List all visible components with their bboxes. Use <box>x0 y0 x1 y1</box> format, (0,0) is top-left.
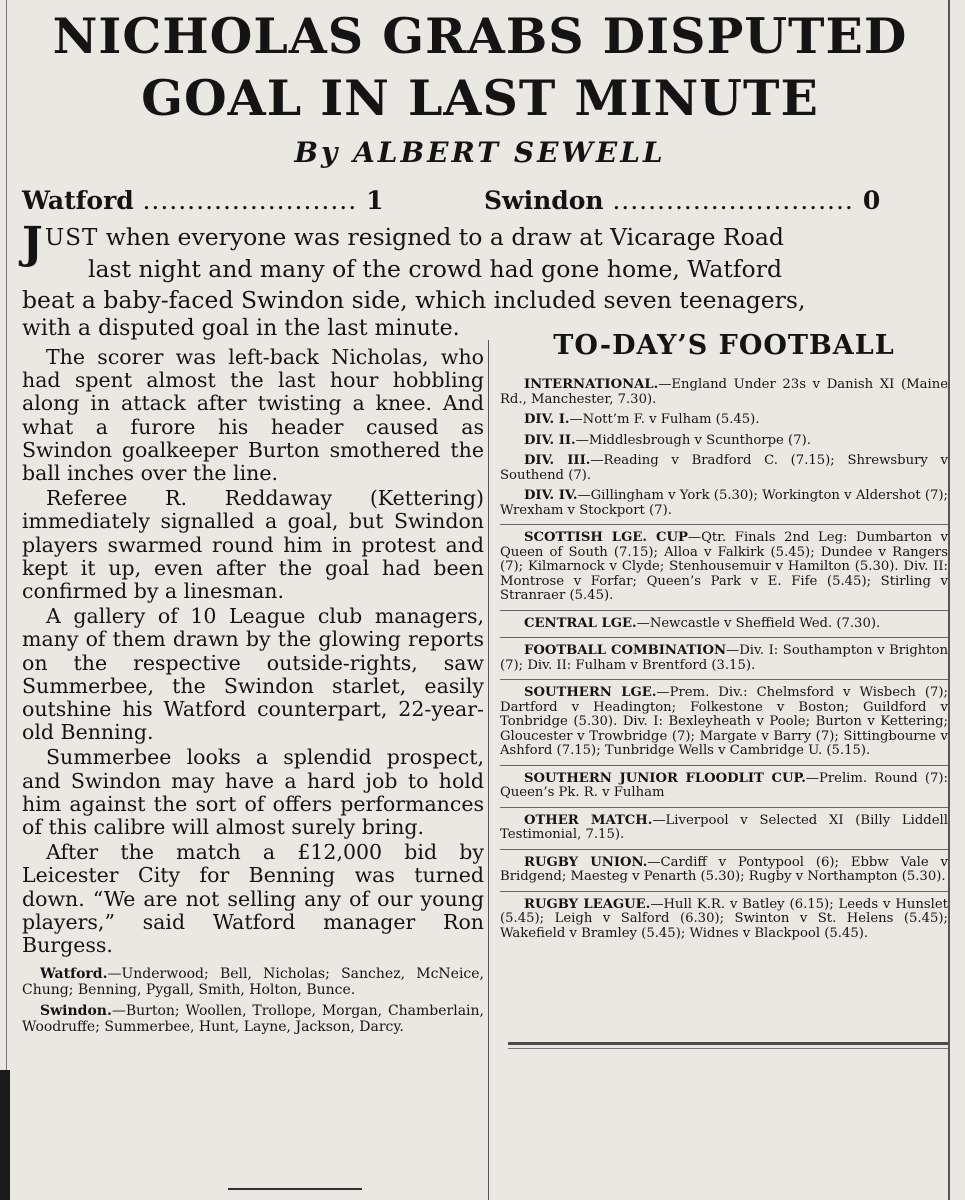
headline-line-1: NICHOLAS GRABS DISPUTED <box>52 7 908 65</box>
leader-dots: ........................... <box>612 186 863 215</box>
report-paragraph: A gallery of 10 League club managers, many of them drawn by the glowing reports on the respective outside-rights, saw Summerbee, the Swindon starlet, easily outshine his Watford counterpart, 22-year-old Benning. <box>22 604 484 745</box>
fixture-divider <box>500 849 948 850</box>
fixture-item: INTERNATIONAL.—England Under 23s v Danish XI (Maine Rd., Manchester, 7.30). <box>500 377 948 407</box>
fixtures-end-rule-thin <box>508 1048 948 1049</box>
byline: By ALBERT SEWELL <box>294 136 666 169</box>
score-home <box>22 186 384 215</box>
watford-lineup: Watford.—Underwood; Bell, Nicholas; Sanchez, McNeice, Chung; Benning, Pygall, Smith, Holton, Bunce. <box>22 966 484 998</box>
fixture-item: SOUTHERN LGE.—Prem. Div.: Chelmsford v Wisbech (7); Dartford v Headington; Folkestone v Boston; Guildford v Tonbridge (5.30). Div. I: Bexleyheath v Poole; Burton v Kettering; Gloucester v Trowbridge (7); Margate v Barry (7); Sittingbourne v Ashford (7.15); Tunbridge Wells v Cambridge U. (5.15). <box>500 685 948 758</box>
headline-line-2: GOAL IN LAST MINUTE <box>141 69 819 127</box>
fixture-divider <box>500 524 948 525</box>
fixture-item: FOOTBALL COMBINATION—Div. I: Southampton v Brighton (7); Div. II: Fulham v Brentford (3.15). <box>500 643 948 673</box>
fixture-divider <box>500 679 948 680</box>
swindon-lineup: Swindon.—Burton; Woollen, Trollope, Morgan, Chamberlain, Woodruffe; Summerbee, Hunt, Layne, Jackson, Darcy. <box>22 1003 484 1035</box>
left-column-rule <box>6 0 7 1200</box>
todays-football-column <box>500 326 948 947</box>
fixtures-title: TO-DAY’S FOOTBALL <box>553 330 895 361</box>
report-paragraph: Referee R. Reddaway (Kettering) immediately signalled a goal, but Swindon players swarmed round him in protest and kept it up, even after the goal had been confirmed by a linesman. <box>22 486 484 604</box>
home-goals: 1 <box>366 186 384 215</box>
home-team: Watford <box>22 186 134 215</box>
lead-paragraph <box>22 218 942 316</box>
fixture-item: SOUTHERN JUNIOR FLOODLIT CUP.—Prelim. Round (7): Queen’s Pk. R. v Fulham <box>500 770 948 800</box>
report-column <box>22 315 484 1035</box>
fixture-divider <box>500 637 948 638</box>
fixture-divider <box>500 765 948 766</box>
report-paragraph: The scorer was left-back Nicholas, who had spent almost the last hour hobbling along in attack after twisting a knee. And what a furore his header caused as Swindon goalkeeper Burton smothered the ball inches over the line. <box>22 345 484 486</box>
score-away <box>484 186 880 215</box>
fixtures-end-rule <box>508 1042 948 1045</box>
fixture-item: RUGBY UNION.—Cardiff v Pontypool (6); Ebbw Vale v Bridgend; Maesteg v Penarth (5.30); Rugby v Northampton (5.30). <box>500 854 949 884</box>
fixture-item: DIV. IV.—Gillingham v York (5.30); Workington v Aldershot (7); Wrexham v Stockport (7). <box>500 488 948 518</box>
column-divider <box>488 340 489 1200</box>
fixture-item: SCOTTISH LGE. CUP—Qtr. Finals 2nd Leg: Dumbarton v Queen of South (7.15); Alloa v Falkirk (5.45); Dundee v Rangers (7); Kilmarnock v Clyde; Stenhousemuir v Hamilton (5.30). Div. II: Montrose v Forfar; Queen’s Park v E. Fife (5.45); Stirling v Stranraer (5.45). <box>500 530 948 603</box>
right-column-rule <box>948 0 950 1200</box>
fixture-item: OTHER MATCH.—Liverpool v Selected XI (Billy Liddell Testimonial, 7.15). <box>500 812 948 842</box>
fixture-divider <box>500 610 948 611</box>
fixture-item: RUGBY LEAGUE.—Hull K.R. v Batley (6.15); Leeds v Hunslet (5.45); Leigh v Salford (6.30); Swinton v St. Helens (5.45); Wakefield v Bramley (5.45); Widnes v Blackpool (5.45). <box>500 896 948 941</box>
report-paragraph: After the match a £12,000 bid by Leicester City for Benning was turned down. “We are not selling any of our young players,” said Watford manager Ron Burgess. <box>22 840 484 958</box>
lead-line-2: last night and many of the crowd had gone home, Watford <box>88 255 782 283</box>
fixture-divider <box>500 807 948 808</box>
fixture-item: DIV. III.—Reading v Bradford C. (7.15); Shrewsbury v Southend (7). <box>500 453 948 483</box>
fixture-item: DIV. II.—Middlesbrough v Scunthorpe (7). <box>524 432 811 448</box>
drop-initial: J <box>22 218 43 269</box>
report-paragraph: Summerbee looks a splendid prospect, and Swindon may have a hard job to hold him against the sort of offers performances of this calibre will almost surely bring. <box>22 745 484 840</box>
fixture-item: CENTRAL LGE.—Newcastle v Sheffield Wed. (7.30). <box>524 615 881 631</box>
lead-line-1: UST when everyone was resigned to a draw at Vicarage Road <box>44 223 784 251</box>
leader-dots: ........................ <box>142 186 367 215</box>
away-team: Swindon <box>484 186 604 215</box>
edge-shadow <box>0 1070 10 1200</box>
away-goals: 0 <box>862 186 881 215</box>
fixture-item: DIV. I.—Nott’m F. v Fulham (5.45). <box>524 412 760 427</box>
report-end-rule <box>228 1188 362 1190</box>
lead-line-3: beat a baby-faced Swindon side, which included seven teenagers, <box>22 286 806 314</box>
report-paragraph: with a disputed goal in the last minute. <box>22 316 460 341</box>
fixture-divider <box>500 891 948 892</box>
